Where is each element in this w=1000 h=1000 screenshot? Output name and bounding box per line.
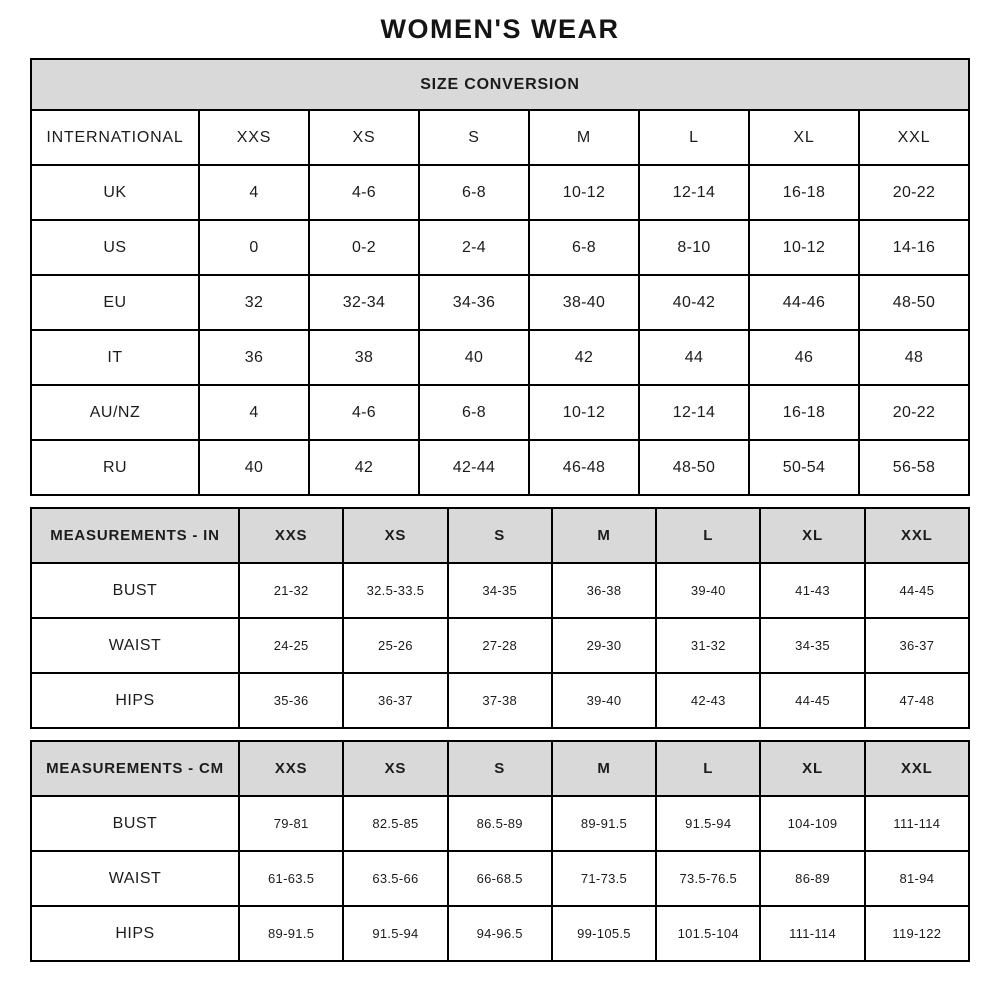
table-row <box>31 440 969 495</box>
measurement-value-cell: 91.5-94 <box>656 796 760 851</box>
region-label: US <box>31 220 199 275</box>
size-column-header: S <box>448 508 552 563</box>
measurement-value-cell: 82.5-85 <box>343 796 447 851</box>
size-value-cell: 12-14 <box>639 165 749 220</box>
region-label: EU <box>31 275 199 330</box>
size-value-cell: 44 <box>639 330 749 385</box>
measurements-in-table <box>30 507 970 729</box>
size-value-cell: 6-8 <box>419 385 529 440</box>
measurement-value-cell: 24-25 <box>239 618 343 673</box>
size-value-cell: 32 <box>199 275 309 330</box>
measurement-value-cell: 44-45 <box>865 563 969 618</box>
measurement-label: HIPS <box>31 673 239 728</box>
size-value-cell: 34-36 <box>419 275 529 330</box>
size-column-header: M <box>552 508 656 563</box>
measurement-value-cell: 91.5-94 <box>343 906 447 961</box>
size-value-cell: 46 <box>749 330 859 385</box>
measurement-value-cell: 89-91.5 <box>239 906 343 961</box>
size-conversion-title: SIZE CONVERSION <box>31 59 969 110</box>
size-column-header: L <box>656 741 760 796</box>
measurement-value-cell: 86.5-89 <box>448 796 552 851</box>
size-value-cell: 42-44 <box>419 440 529 495</box>
measurement-label: BUST <box>31 796 239 851</box>
size-column-header: XXL <box>859 110 969 165</box>
size-column-header: S <box>448 741 552 796</box>
region-label: UK <box>31 165 199 220</box>
size-column-header: L <box>639 110 749 165</box>
table-row <box>31 796 969 851</box>
size-value-cell: 10-12 <box>529 165 639 220</box>
size-column-header: M <box>529 110 639 165</box>
size-value-cell: 10-12 <box>529 385 639 440</box>
size-value-cell: 42 <box>309 440 419 495</box>
size-value-cell: 12-14 <box>639 385 749 440</box>
size-column-header: XXS <box>199 110 309 165</box>
size-column-header: S <box>419 110 529 165</box>
size-value-cell: 32-34 <box>309 275 419 330</box>
measurement-value-cell: 41-43 <box>760 563 864 618</box>
measurement-value-cell: 73.5-76.5 <box>656 851 760 906</box>
measurement-value-cell: 99-105.5 <box>552 906 656 961</box>
measurement-label: WAIST <box>31 851 239 906</box>
size-value-cell: 40-42 <box>639 275 749 330</box>
size-value-cell: 14-16 <box>859 220 969 275</box>
measurements-in-title: MEASUREMENTS - IN <box>31 508 239 563</box>
size-value-cell: 0-2 <box>309 220 419 275</box>
measurement-value-cell: 111-114 <box>865 796 969 851</box>
measurement-label: WAIST <box>31 618 239 673</box>
measurement-value-cell: 101.5-104 <box>656 906 760 961</box>
measurement-label: HIPS <box>31 906 239 961</box>
size-column-header: XS <box>309 110 419 165</box>
table-row <box>31 563 969 618</box>
measurement-value-cell: 61-63.5 <box>239 851 343 906</box>
measurement-value-cell: 39-40 <box>552 673 656 728</box>
measurement-value-cell: 111-114 <box>760 906 864 961</box>
size-column-header: XL <box>760 741 864 796</box>
measurement-value-cell: 36-37 <box>343 673 447 728</box>
measurement-value-cell: 21-32 <box>239 563 343 618</box>
measurement-value-cell: 89-91.5 <box>552 796 656 851</box>
size-value-cell: 38 <box>309 330 419 385</box>
size-value-cell: 40 <box>199 440 309 495</box>
size-value-cell: 20-22 <box>859 385 969 440</box>
measurement-value-cell: 66-68.5 <box>448 851 552 906</box>
size-value-cell: 0 <box>199 220 309 275</box>
region-label: IT <box>31 330 199 385</box>
measurement-value-cell: 94-96.5 <box>448 906 552 961</box>
international-column-header: INTERNATIONAL <box>31 110 199 165</box>
size-value-cell: 38-40 <box>529 275 639 330</box>
measurement-value-cell: 27-28 <box>448 618 552 673</box>
page-title: WOMEN'S WEAR <box>380 14 620 44</box>
size-value-cell: 36 <box>199 330 309 385</box>
size-column-header: XXS <box>239 508 343 563</box>
size-column-header: XL <box>749 110 859 165</box>
size-value-cell: 56-58 <box>859 440 969 495</box>
table-row <box>31 220 969 275</box>
measurement-value-cell: 71-73.5 <box>552 851 656 906</box>
measurement-value-cell: 104-109 <box>760 796 864 851</box>
measurement-value-cell: 29-30 <box>552 618 656 673</box>
measurement-value-cell: 39-40 <box>656 563 760 618</box>
measurement-value-cell: 119-122 <box>865 906 969 961</box>
size-value-cell: 4 <box>199 165 309 220</box>
size-value-cell: 4-6 <box>309 385 419 440</box>
size-value-cell: 6-8 <box>419 165 529 220</box>
measurement-value-cell: 44-45 <box>760 673 864 728</box>
measurement-value-cell: 32.5-33.5 <box>343 563 447 618</box>
table-row <box>31 618 969 673</box>
measurement-value-cell: 34-35 <box>448 563 552 618</box>
table-row <box>31 330 969 385</box>
size-column-header: XS <box>343 741 447 796</box>
table-row <box>31 165 969 220</box>
size-value-cell: 4 <box>199 385 309 440</box>
size-value-cell: 40 <box>419 330 529 385</box>
size-value-cell: 4-6 <box>309 165 419 220</box>
table-row <box>31 851 969 906</box>
measurement-value-cell: 81-94 <box>865 851 969 906</box>
size-value-cell: 6-8 <box>529 220 639 275</box>
size-column-header: XS <box>343 508 447 563</box>
size-column-header: XXS <box>239 741 343 796</box>
measurements-cm-title: MEASUREMENTS - CM <box>31 741 239 796</box>
size-value-cell: 42 <box>529 330 639 385</box>
size-value-cell: 46-48 <box>529 440 639 495</box>
region-label: RU <box>31 440 199 495</box>
size-conversion-table <box>30 58 970 496</box>
size-value-cell: 48-50 <box>859 275 969 330</box>
table-row <box>31 906 969 961</box>
measurement-value-cell: 34-35 <box>760 618 864 673</box>
measurement-value-cell: 35-36 <box>239 673 343 728</box>
measurement-value-cell: 79-81 <box>239 796 343 851</box>
measurement-value-cell: 42-43 <box>656 673 760 728</box>
measurement-label: BUST <box>31 563 239 618</box>
size-column-header: XXL <box>865 741 969 796</box>
size-value-cell: 50-54 <box>749 440 859 495</box>
table-row <box>31 673 969 728</box>
size-value-cell: 48 <box>859 330 969 385</box>
size-value-cell: 16-18 <box>749 385 859 440</box>
measurement-value-cell: 37-38 <box>448 673 552 728</box>
size-value-cell: 48-50 <box>639 440 749 495</box>
measurements-cm-table <box>30 740 970 962</box>
measurement-value-cell: 31-32 <box>656 618 760 673</box>
size-value-cell: 2-4 <box>419 220 529 275</box>
table-row <box>31 385 969 440</box>
measurement-value-cell: 63.5-66 <box>343 851 447 906</box>
measurement-value-cell: 47-48 <box>865 673 969 728</box>
measurement-value-cell: 86-89 <box>760 851 864 906</box>
size-value-cell: 44-46 <box>749 275 859 330</box>
region-label: AU/NZ <box>31 385 199 440</box>
size-value-cell: 8-10 <box>639 220 749 275</box>
size-value-cell: 10-12 <box>749 220 859 275</box>
measurement-value-cell: 25-26 <box>343 618 447 673</box>
size-value-cell: 16-18 <box>749 165 859 220</box>
size-column-header: XXL <box>865 508 969 563</box>
table-row <box>31 275 969 330</box>
measurement-value-cell: 36-37 <box>865 618 969 673</box>
measurement-value-cell: 36-38 <box>552 563 656 618</box>
size-column-header: XL <box>760 508 864 563</box>
size-column-header: L <box>656 508 760 563</box>
size-column-header: M <box>552 741 656 796</box>
size-value-cell: 20-22 <box>859 165 969 220</box>
